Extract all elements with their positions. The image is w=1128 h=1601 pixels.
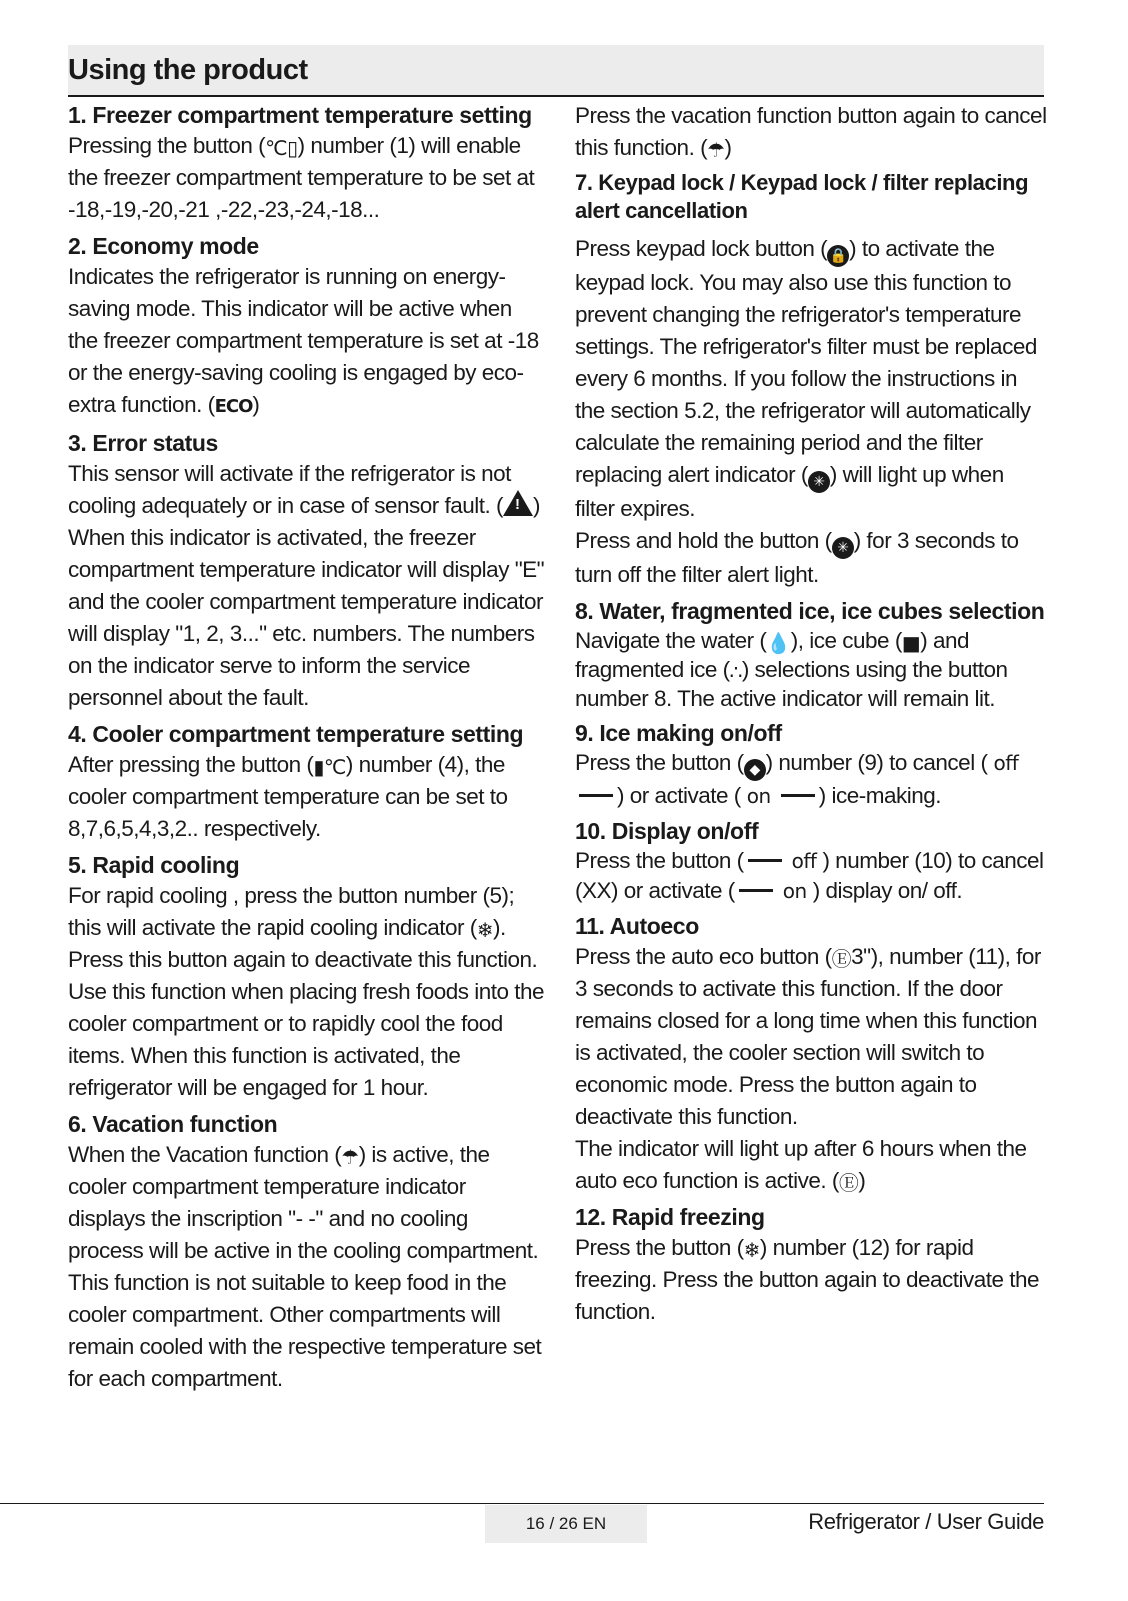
- page-title: Using the product: [68, 54, 308, 86]
- section-text: After pressing the button (▮℃) number (4), the cooler compartment temperature can be set to 8,7,6,5,4,3,2.. respectively.: [68, 752, 508, 841]
- section-title: 7. Keypad lock / Keypad lock / filter replacing alert cancellation: [575, 170, 1029, 223]
- section-autoeco: [575, 911, 1047, 1197]
- section-title: 9. Ice making on/off: [575, 720, 782, 746]
- bar-icon: [579, 794, 613, 797]
- document-title: Refrigerator / User Guide: [808, 1509, 1044, 1534]
- section-title: 11. Autoeco: [575, 913, 699, 939]
- ice-making-icon: ◆: [744, 759, 766, 781]
- lock-icon: 🔒: [827, 245, 849, 267]
- section-title: 4. Cooler compartment temperature setting: [68, 721, 524, 747]
- section-vacation: [68, 1109, 546, 1395]
- section-text: When this indicator is activated, the freezer compartment temperature indicator will display "E" and the cooler compartment temperature indicator will display "1, 2, 3..." etc. numbers. The numbers on the indicator serve to inform the service personnel about the fault.: [68, 525, 545, 710]
- section-text: Press this button again to deactivate this function.: [68, 947, 538, 972]
- bar-icon: [781, 794, 815, 797]
- section-text: For rapid cooling , press the button number (5); this will activate the rapid cooling indicator (❄).: [68, 883, 515, 942]
- section-text: When the Vacation function (☂) is active, the cooler compartment temperature indicator displays the inscription "- -" and no cooling process will be active in the cooling compartment. This function is not suitable to keep food in the cooler compartment. Other compartments will remain cooled with the respective temperature set for each compartment.: [68, 1142, 542, 1391]
- umbrella-icon: ☂: [341, 1145, 359, 1169]
- section-text: The indicator will light up after 6 hours when the auto eco function is active. (Ⓔ): [575, 1136, 1027, 1195]
- section-text: This sensor will activate if the refrigerator is not cooling adequately or in case of sensor fault. (! ): [68, 458, 546, 522]
- section-title: 8. Water, fragmented ice, ice cubes selection: [575, 598, 1045, 624]
- section-text: Press the button ( off ) number (10) to cancel (XX) or activate ( on ) display on/ off.: [575, 848, 1044, 903]
- section-text: Press and hold the button ( ✳ ) for 3 seconds to turn off the filter alert light.: [575, 528, 1019, 587]
- section-keypad-lock: [575, 169, 1047, 591]
- umbrella-icon: ☂: [707, 138, 725, 162]
- section-text: Press keypad lock button ( 🔒 ) to activate the keypad lock. You may also use this function to prevent changing the refrigerator's temperature settings. The refrigerator's filter must be replaced every 6 months. If you follow the instructions in the section 5.2, the refrigerator will automatically calculate the remaining period and the filter replacing alert indicator ( ✳ ) will light up when filter expires.: [575, 236, 1037, 521]
- bar-icon: [748, 859, 782, 862]
- snowflake-icon: ❄: [476, 918, 493, 942]
- section-header: [68, 45, 1044, 97]
- section-title: 2. Economy mode: [68, 233, 259, 259]
- right-column: [575, 100, 1047, 1333]
- freezer-temp-icon: ℃▯: [265, 136, 298, 160]
- section-title: 10. Display on/off: [575, 818, 759, 844]
- section-cooler-temp: [68, 719, 546, 845]
- section-title: 12. Rapid freezing: [575, 1204, 765, 1230]
- section-water-ice: [575, 596, 1047, 713]
- section-freezer-temp: [68, 100, 546, 226]
- footer-divider: [0, 1503, 1044, 1504]
- section-text: Pressing the button (℃▯) number (1) will enable the freezer compartment temperature to be set at -18,-19,-20,-21 ,-22,-23,-24,-18...: [68, 133, 535, 222]
- section-error-status: [68, 428, 546, 714]
- bar-icon: [739, 889, 773, 892]
- cooler-temp-icon: ▮℃: [313, 755, 346, 779]
- autoeco-icon: Ⓔ: [838, 1171, 859, 1195]
- section-economy-mode: [68, 231, 546, 423]
- crushed-ice-icon: ∴: [729, 660, 742, 684]
- section-ice-making: [575, 718, 1047, 811]
- section-title: 5. Rapid cooling: [68, 852, 240, 878]
- section-text: Navigate the water (💧), ice cube (■) and fragmented ice (∴) selections using the button number 8. The active indicator will remain lit.: [575, 628, 1008, 711]
- filter-icon: ✳: [808, 471, 830, 493]
- section-text: Press the button ( ◆ ) number (9) to cancel ( off) or activate ( on ) ice-making.: [575, 750, 1019, 808]
- left-column: [68, 100, 546, 1400]
- eco-icon: ECO: [214, 396, 253, 417]
- section-text: Press the vacation function button again to cancel this function. (☂): [575, 103, 1047, 162]
- on-label: on: [746, 784, 771, 808]
- off-label: off: [791, 849, 817, 873]
- warning-icon: [503, 490, 533, 516]
- section-display: [575, 816, 1047, 906]
- ice-cube-icon: ■: [901, 631, 921, 655]
- section-text: Indicates the refrigerator is running on energy-saving mode. This indicator will be active when the freezer compartment temperature is set at -18 or the energy-saving cooling is engaged by eco-extra function. (ECO): [68, 264, 539, 417]
- autoeco-suffix: 3": [851, 944, 871, 969]
- section-text: Press the auto eco button (Ⓔ3"), number (11), for 3 seconds to activate this function. If the door remains closed for a long time when this function is activated, the cooler section will switch to economic mode. Press the button again to deactivate this function.: [575, 944, 1041, 1129]
- section-title: 3. Error status: [68, 430, 218, 456]
- section-title: 6. Vacation function: [68, 1111, 278, 1137]
- section-rapid-freezing: [575, 1202, 1047, 1328]
- section-text: Use this function when placing fresh foods into the cooler compartment or to rapidly cool the food items. When this function is activated, the refrigerator will be engaged for 1 hour.: [68, 979, 545, 1100]
- section-title: 1. Freezer compartment temperature setting: [68, 102, 532, 128]
- off-label: off: [993, 751, 1019, 775]
- snowflake-icon: ❄: [743, 1238, 760, 1262]
- water-icon: 💧: [766, 631, 791, 655]
- page-number: 16 / 26 EN: [485, 1505, 647, 1543]
- on-label: on: [782, 879, 807, 903]
- section-vacation-cancel: [575, 100, 1047, 164]
- section-text: Press the button (❄) number (12) for rapid freezing. Press the button again to deactivate the function.: [575, 1235, 1040, 1324]
- section-rapid-cooling: [68, 850, 546, 1104]
- filter-icon: ✳: [832, 537, 854, 559]
- autoeco-icon: Ⓔ: [831, 947, 852, 971]
